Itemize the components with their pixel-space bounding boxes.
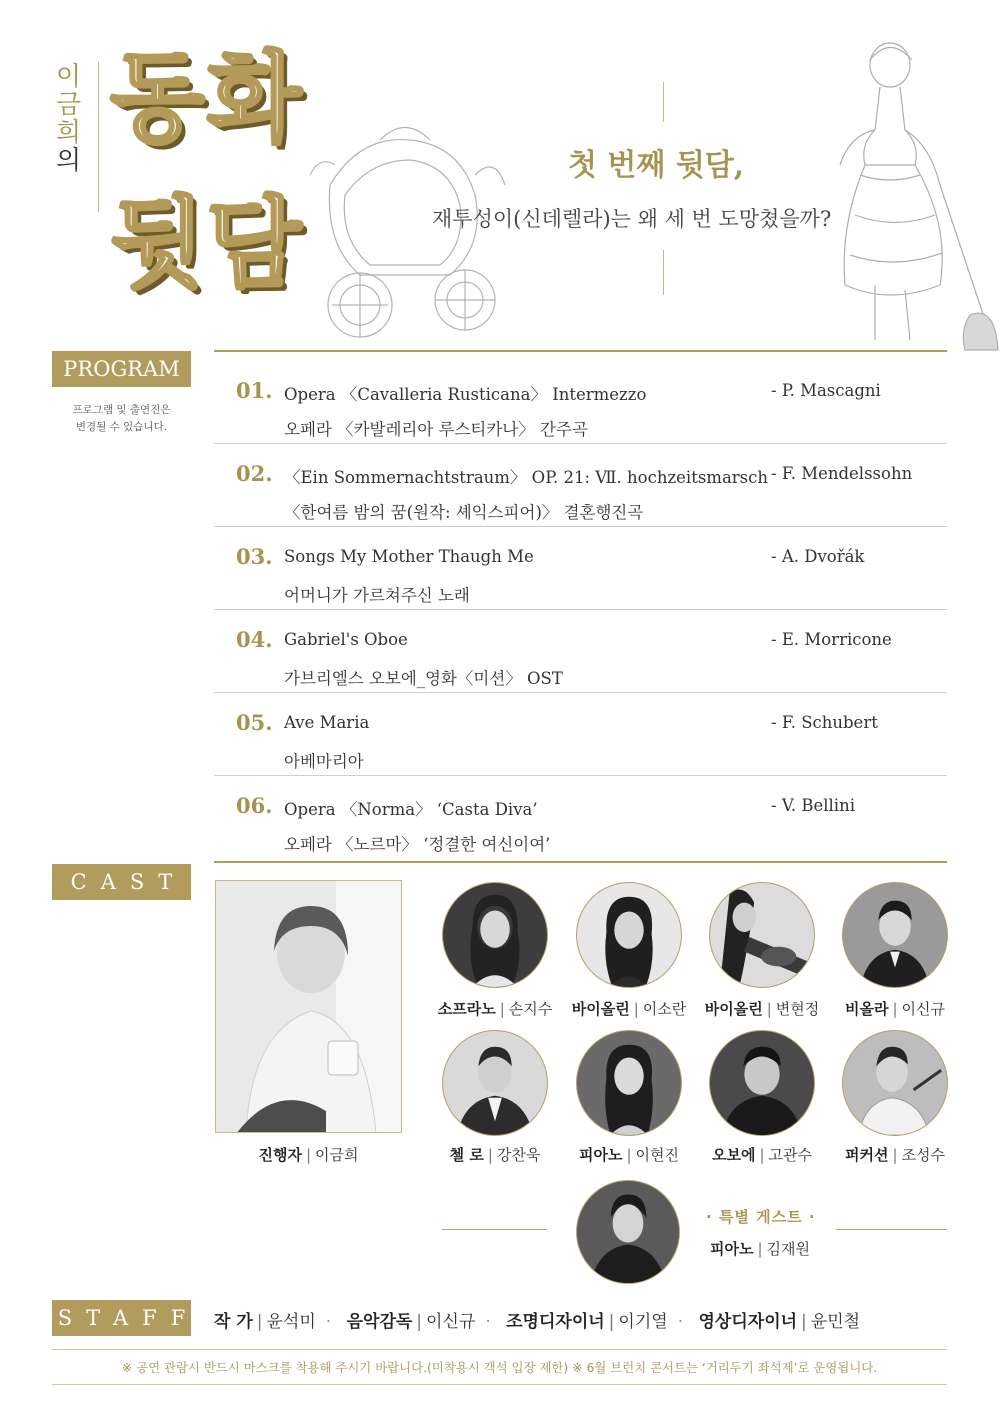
program-title-ko: 가브리엘스 오보에_영화〈미션〉 OST xyxy=(284,669,563,688)
notice-text: ※ 공연 관람시 반드시 마스크를 착용해 주시기 바랍니다.(미착용시 객석 입장 제한) ※ 6월 브런치 콘서트는 ‘거리두기 좌석제’로 운영됩니다. xyxy=(52,1349,947,1385)
program-title-ko: 〈한여름 밤의 꿈(원작: 셰익스피어)〉 결혼행진곡 xyxy=(284,503,644,522)
special-guest-name: 김재원 xyxy=(766,1240,811,1258)
program-number: 06. xyxy=(236,793,273,818)
special-guest-role: 피아노 xyxy=(709,1240,754,1258)
program-composer: - F. Mendelssohn xyxy=(771,464,913,483)
program-number: 01. xyxy=(236,378,273,403)
host-role: 진행자 xyxy=(258,1146,302,1164)
host-name-suffix: 의 xyxy=(51,146,81,174)
cast-photo-cello xyxy=(442,1030,548,1136)
episode-subtitle: 재투성이(신데렐라)는 왜 세 번 도망쳤을까? xyxy=(432,207,832,231)
cast-caption: 첼 로 | 강찬욱 xyxy=(449,1146,541,1164)
host-caption: 진행자 | 이금희 xyxy=(258,1146,359,1164)
program-bottom-rule xyxy=(214,861,947,863)
special-guest-rule-left xyxy=(442,1229,547,1230)
cast-caption: 소프라노 | 손지수 xyxy=(437,1000,553,1018)
staff-role: 영상디자이너 xyxy=(698,1312,798,1332)
host-name-text: 이금희 xyxy=(51,62,81,146)
program-composer: - P. Mascagni xyxy=(771,381,881,400)
program-title-ko: 오페라 〈카발레리아 루스티카나〉 간주곡 xyxy=(284,420,588,439)
cast-label: CAST xyxy=(52,864,191,900)
cast-caption: 오보에 | 고관수 xyxy=(711,1146,813,1164)
staff-name: 이기열 xyxy=(618,1312,668,1332)
staff-list: 작 가 | 윤석미 · 음악감독 | 이신규 · 조명디자이너 | 이기열 · 영상디자이너 | 윤민철 xyxy=(214,1312,861,1332)
program-number: 02. xyxy=(236,461,273,486)
cast-caption: 바이올린 | 이소란 xyxy=(571,1000,687,1018)
program-label: PROGRAM xyxy=(52,351,191,387)
cast-photo-oboe xyxy=(709,1030,815,1136)
program-number: 04. xyxy=(236,627,273,652)
program-item xyxy=(214,775,947,859)
program-item xyxy=(214,443,947,527)
program-title-en: Opera 〈Norma〉 ‘Casta Diva’ xyxy=(284,800,538,819)
staff-role: 작 가 xyxy=(214,1312,253,1332)
program-title-ko: 오페라 〈노르마〉 ‘정결한 여신이여’ xyxy=(284,835,551,854)
cast-name: 이소란 xyxy=(642,1000,687,1018)
cast-name: 고관수 xyxy=(768,1146,813,1164)
cast-caption: 피아노 | 이현진 xyxy=(578,1146,680,1164)
header-divider-right-bottom xyxy=(663,250,664,295)
main-title-line2: 뒷담 xyxy=(110,186,304,301)
cast-photo-soprano xyxy=(442,882,548,988)
cast-photo-special-guest xyxy=(576,1180,680,1284)
program-note xyxy=(52,402,191,436)
program-top-rule xyxy=(214,350,947,352)
program-title-en: 〈Ein Sommernachtstraum〉 OP. 21: Ⅶ. hochzeitsmarsch xyxy=(284,468,769,487)
cast-role: 첼 로 xyxy=(449,1146,484,1164)
cast-photo-violin-2 xyxy=(709,882,815,988)
host-name xyxy=(51,62,83,174)
cast-role: 피아노 xyxy=(578,1146,623,1164)
main-title xyxy=(110,41,330,320)
program-title-ko: 아베마리아 xyxy=(284,752,364,771)
program-number: 03. xyxy=(236,544,273,569)
program-title-ko: 어머니가 가르쳐주신 노래 xyxy=(284,586,470,605)
special-guest-rule-right xyxy=(836,1229,947,1230)
staff-role: 음악감독 xyxy=(346,1312,413,1332)
cast-role: 소프라노 xyxy=(437,1000,496,1018)
program-item xyxy=(214,609,947,693)
special-guest-caption: 피아노 | 김재원 xyxy=(709,1240,811,1258)
program-title-en: Ave Maria xyxy=(284,713,370,732)
cast-role: 바이올린 xyxy=(704,1000,763,1018)
cast-role: 바이올린 xyxy=(571,1000,630,1018)
cast-name: 변현정 xyxy=(775,1000,820,1018)
cast-name: 이현진 xyxy=(635,1146,680,1164)
cast-name: 조성수 xyxy=(901,1146,946,1164)
special-guest-label: · 특별 게스트 · xyxy=(706,1208,816,1226)
program-note-line2: 변경될 수 있습니다. xyxy=(75,421,168,433)
episode-title: 첫 번째 뒷담, xyxy=(568,148,745,183)
program-composer: - A. Dvořák xyxy=(771,547,865,566)
cast-name: 강찬욱 xyxy=(496,1146,541,1164)
cast-caption: 비올라 | 이신규 xyxy=(844,1000,946,1018)
staff-name: 윤민철 xyxy=(810,1312,861,1332)
staff-name: 윤석미 xyxy=(266,1312,316,1332)
program-item xyxy=(214,692,947,776)
header-divider-right xyxy=(663,82,664,122)
host-photo xyxy=(215,880,402,1133)
program-title-en: Opera 〈Cavalleria Rusticana〉 Intermezzo xyxy=(284,385,647,404)
program-composer: - F. Schubert xyxy=(771,713,878,732)
program-title-en: Songs My Mother Thaugh Me xyxy=(284,547,534,566)
cast-role: 비올라 xyxy=(844,1000,889,1018)
cast-photo-piano xyxy=(576,1030,682,1136)
program-item xyxy=(214,526,947,610)
header-divider-left xyxy=(98,62,99,212)
cinderella-illustration xyxy=(820,35,1000,355)
program-note-line1: 프로그램 및 출연진은 xyxy=(72,404,171,416)
cast-caption: 바이올린 | 변현정 xyxy=(704,1000,820,1018)
program-title-en: Gabriel's Oboe xyxy=(284,630,408,649)
cast-photo-viola xyxy=(842,882,948,988)
program-item xyxy=(214,360,947,444)
cast-role: 오보에 xyxy=(711,1146,756,1164)
cast-caption: 퍼커션 | 조성수 xyxy=(844,1146,946,1164)
main-title-line1: 동화 xyxy=(110,41,304,156)
cast-photo-violin-1 xyxy=(576,882,682,988)
program-composer: - E. Morricone xyxy=(771,630,892,649)
host-name-caption: 이금희 xyxy=(315,1146,359,1164)
cast-name: 이신규 xyxy=(901,1000,946,1018)
cast-name: 손지수 xyxy=(508,1000,553,1018)
program-composer: - V. Bellini xyxy=(771,796,855,815)
staff-name: 이신규 xyxy=(426,1312,476,1332)
staff-role: 조명디자이너 xyxy=(506,1312,605,1332)
program-number: 05. xyxy=(236,710,273,735)
staff-label: STAFF xyxy=(52,1300,191,1336)
cast-photo-percussion xyxy=(842,1030,948,1136)
cast-role: 퍼커션 xyxy=(844,1146,889,1164)
